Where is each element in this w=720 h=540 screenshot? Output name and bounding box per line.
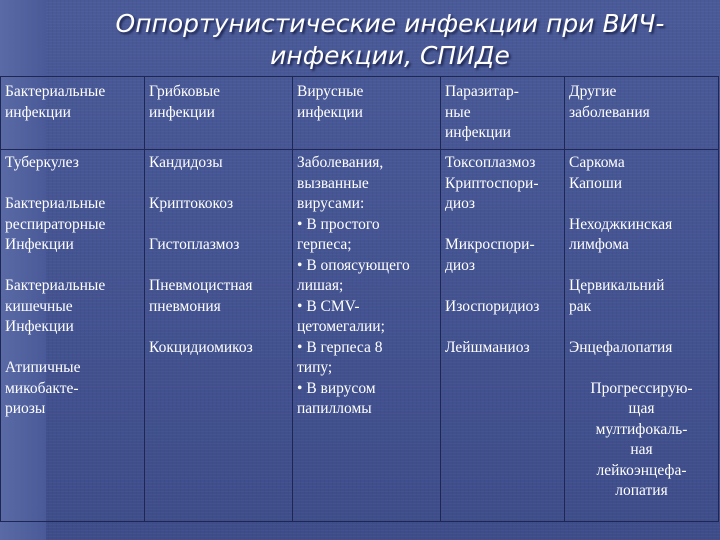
fungal-item: Кокцидиомикоз (149, 338, 253, 356)
bacterial-cell (1, 150, 145, 522)
other-item: Саркома Капоши (569, 154, 625, 192)
header-bacterial: Бактериальные инфекции (1, 77, 145, 150)
other-item: Прогрессирую- щая мултифокаль- ная лейкоэнцефа- лопатия (590, 379, 693, 499)
viral-item: • В CMV- цетомегалии; (297, 297, 436, 338)
title-line-1: Оппортунистические инфекции при ВИЧ- (115, 9, 665, 38)
viral-cell (293, 150, 441, 522)
parasitic-cell (441, 150, 565, 522)
other-item: Неходжкинская лимфома (569, 215, 673, 253)
bacterial-item: Туберкулез (5, 154, 79, 171)
fungal-item: Пневмоцистная пневмония (149, 277, 253, 315)
fungal-cell (145, 150, 293, 522)
parasitic-item: Лейшманиоз (445, 338, 530, 356)
other-cell (565, 150, 719, 522)
viral-intro: Заболевания, вызванные вирусами: (297, 154, 384, 212)
table-header-row (1, 77, 719, 150)
other-item: Цервикальний рак (569, 277, 665, 315)
header-fungal: Грибковые инфекции (145, 77, 293, 150)
parasitic-item: Токсоплазмоз Криптоспори- диоз (445, 154, 539, 212)
header-parasitic: Паразитар- ные инфекции (441, 77, 565, 150)
viral-item: • В герпеса 8 типу; (297, 338, 436, 379)
viral-item: • В опоясующего лишая; (297, 256, 436, 297)
fungal-item: Гистоплазмоз (149, 236, 240, 253)
title-line-2: инфекции, СПИДе (270, 41, 510, 70)
parasitic-item: Микроспори- диоз (445, 236, 535, 274)
slide-title (60, 8, 720, 72)
table-body-row (1, 150, 719, 522)
viral-item: • В вирусом папилломы (297, 379, 436, 420)
header-other: Другие заболевания (565, 77, 719, 150)
viral-item: • В простого герпеса; (297, 215, 436, 256)
header-viral: Вирусные инфекции (293, 77, 441, 150)
bacterial-item: Бактериальные кишечные Инфекции (5, 277, 106, 335)
bacterial-item: Бактериальные респираторные Инфекции (5, 195, 106, 253)
parasitic-item: Изоспоридиоз (445, 297, 540, 315)
infections-table (0, 76, 719, 522)
bacterial-item: Атипичные микобакте- риозы (5, 359, 81, 417)
fungal-item: Кандидозы (149, 154, 223, 171)
fungal-item: Криптококоз (149, 195, 234, 212)
other-item: Энцефалопатия (569, 338, 673, 356)
